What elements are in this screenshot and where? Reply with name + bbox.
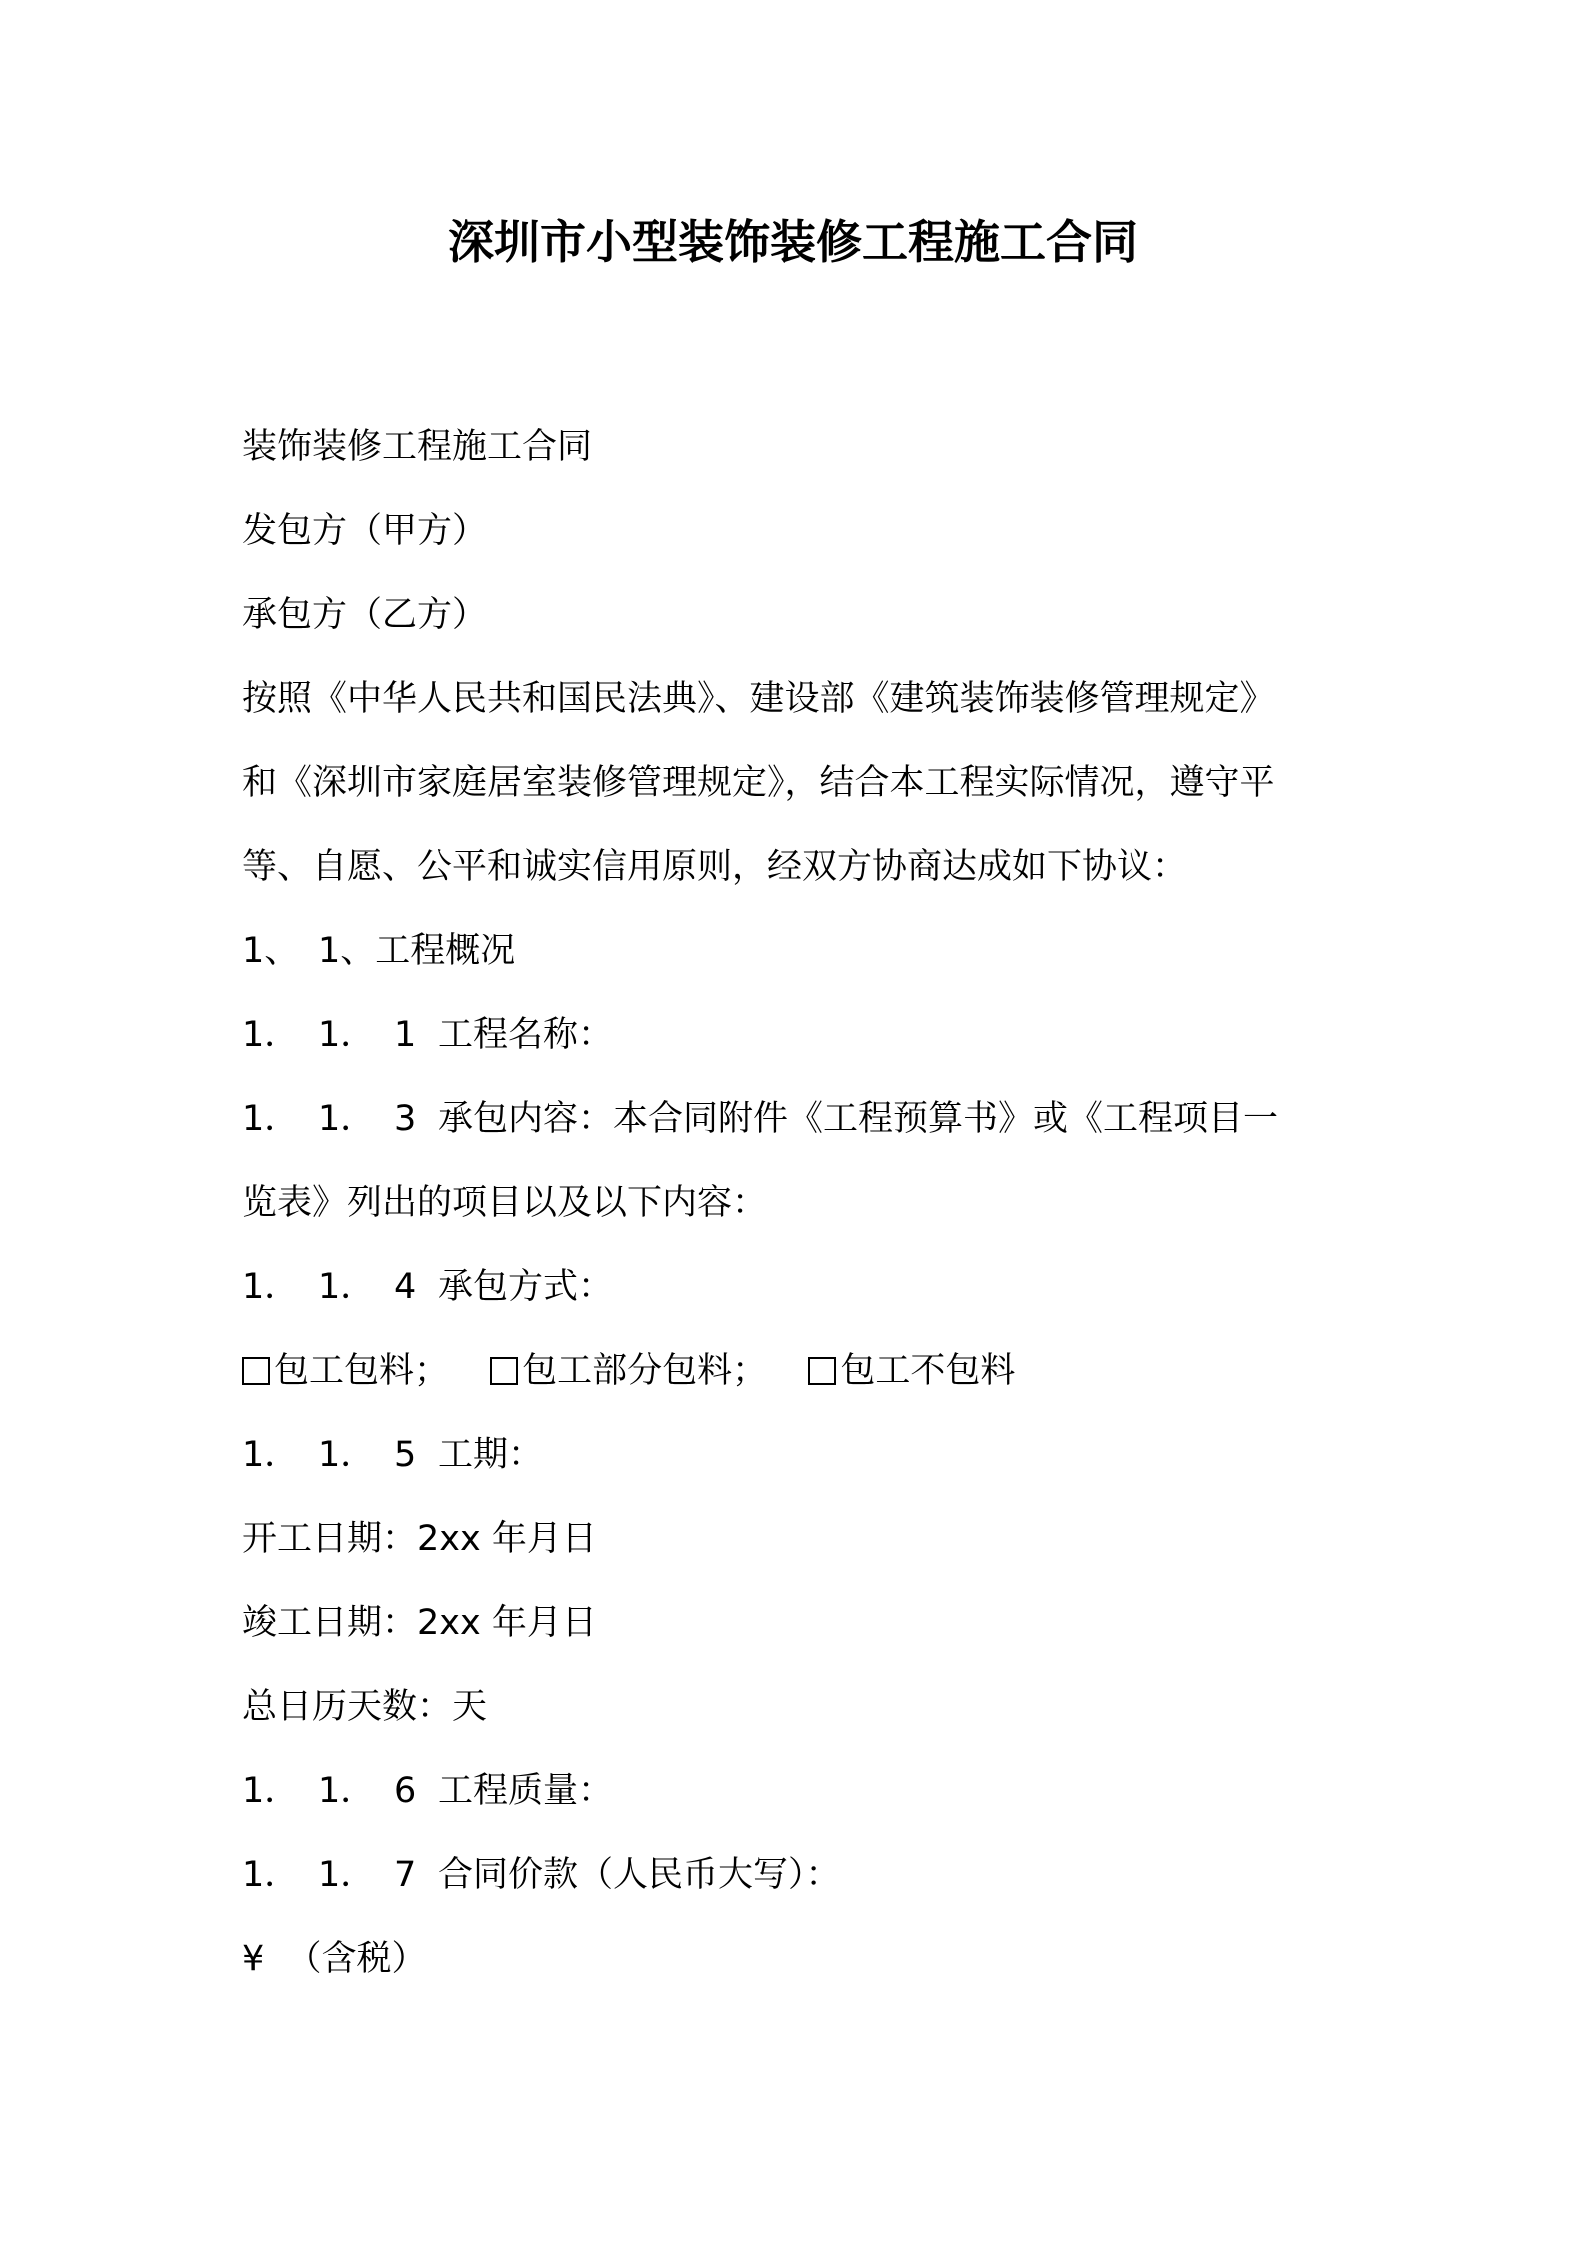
preamble-line-1: 按照《中华人民共和国民法典》、建设部《建筑装饰装修管理规定》 [242, 679, 1275, 719]
clause-1-1-4 [242, 1245, 1362, 1329]
clause-1-1-7 [242, 1833, 1362, 1917]
section-title: 1、工程概况 [318, 931, 516, 971]
checkbox-icon[interactable] [242, 1357, 270, 1385]
clause-text: 工期： [438, 1435, 544, 1475]
clause-number: 1． 1． 6 [242, 1771, 417, 1811]
checkbox-icon[interactable] [808, 1357, 836, 1385]
option-labor-partial-materials[interactable]: 包工部分包料； [490, 1329, 767, 1413]
price-line: ¥ （含税） [242, 1939, 427, 1979]
clause-number: 1． 1． 3 [242, 1099, 417, 1139]
clause-text: 承包内容：本合同附件《工程预算书》或《工程项目一 [438, 1099, 1279, 1139]
preamble-line-2: 和《深圳市家庭居室装修管理规定》，结合本工程实际情况，遵守平 [242, 763, 1275, 803]
section-1-heading [242, 909, 1362, 993]
document-title: 深圳市小型装饰装修工程施工合同 [448, 215, 1138, 269]
contract-type-options [242, 1329, 1362, 1413]
party-b: 承包方（乙方） [242, 595, 488, 635]
clause-number: 1． 1． 4 [242, 1267, 417, 1307]
clause-1-1-3 [242, 1077, 1362, 1161]
clause-1-1-5 [242, 1413, 1362, 1497]
subtitle: 装饰装修工程施工合同 [242, 427, 593, 467]
option-labor-and-materials[interactable]: 包工包料； [242, 1329, 449, 1413]
clause-1-1-1 [242, 993, 1362, 1077]
party-a: 发包方（甲方） [242, 511, 488, 551]
clause-1-1-6 [242, 1749, 1362, 1833]
clause-text: 承包方式： [438, 1267, 614, 1307]
preamble-line-3: 等、自愿、公平和诚实信用原则，经双方协商达成如下协议： [242, 847, 1188, 887]
start-date: 开工日期：2xx 年月日 [242, 1519, 597, 1559]
option-labor-only[interactable]: 包工不包料 [808, 1329, 1015, 1413]
checkbox-icon[interactable] [490, 1357, 518, 1385]
clause-text: 工程名称： [438, 1015, 614, 1055]
clause-number: 1． 1． 5 [242, 1435, 417, 1475]
end-date: 竣工日期：2xx 年月日 [242, 1603, 597, 1643]
clause-1-1-3-continuation: 览表》列出的项目以及以下内容： [242, 1183, 768, 1223]
clause-number: 1． 1． 1 [242, 1015, 417, 1055]
section-number: 1、 [242, 931, 300, 971]
total-days: 总日历天数：天 [242, 1687, 488, 1727]
document-body [242, 405, 1362, 2001]
clause-text: 工程质量： [438, 1771, 614, 1811]
clause-text: 合同价款（人民币大写）： [438, 1855, 841, 1895]
clause-number: 1． 1． 7 [242, 1855, 417, 1895]
